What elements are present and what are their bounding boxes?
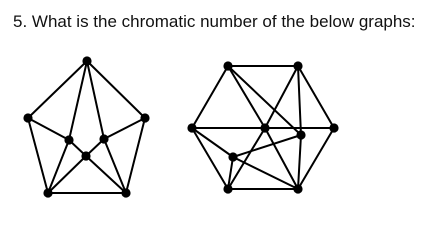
vertex-c1	[260, 123, 269, 132]
vertex-u4	[293, 184, 302, 193]
vertex-u5	[223, 184, 232, 193]
edge-v2-v7	[104, 118, 145, 139]
vertex-u3	[329, 123, 338, 132]
edge-v5-v1	[28, 61, 87, 118]
vertex-c2	[228, 152, 237, 161]
edge-u6-u1	[192, 66, 228, 128]
edge-c3-u4	[298, 135, 301, 189]
vertex-v1	[82, 56, 91, 65]
edge-v1-v6	[69, 61, 87, 140]
edge-v1-v2	[87, 61, 145, 118]
edge-c2-c3	[233, 135, 301, 157]
edge-u5-u6	[192, 128, 228, 189]
question-text: 5. What is the chromatic number of the below graphs:	[13, 12, 416, 31]
edge-c2-u6	[192, 128, 233, 157]
edge-v2-v3	[126, 118, 145, 193]
edge-v6-v4	[48, 140, 69, 193]
edge-v8-v3	[86, 156, 126, 193]
vertex-v5	[23, 113, 32, 122]
edge-v5-v6	[28, 118, 69, 140]
edge-v1-v7	[87, 61, 104, 139]
edge-v4-v5	[28, 118, 48, 193]
vertex-v4	[43, 188, 52, 197]
edge-u2-c3	[298, 66, 301, 135]
edge-u2-c1	[265, 66, 298, 128]
edge-v7-v3	[104, 139, 126, 193]
edge-u2-u3	[298, 66, 334, 128]
vertex-v3	[121, 188, 130, 197]
edge-v8-v4	[48, 156, 86, 193]
vertex-c3	[296, 130, 305, 139]
vertex-v8	[81, 151, 90, 160]
vertex-v7	[99, 134, 108, 143]
vertex-u2	[293, 61, 302, 70]
vertex-u6	[187, 123, 196, 132]
vertex-v2	[140, 113, 149, 122]
pentagon-graph-edges	[28, 61, 145, 193]
vertex-v6	[64, 135, 73, 144]
vertex-u1	[223, 61, 232, 70]
